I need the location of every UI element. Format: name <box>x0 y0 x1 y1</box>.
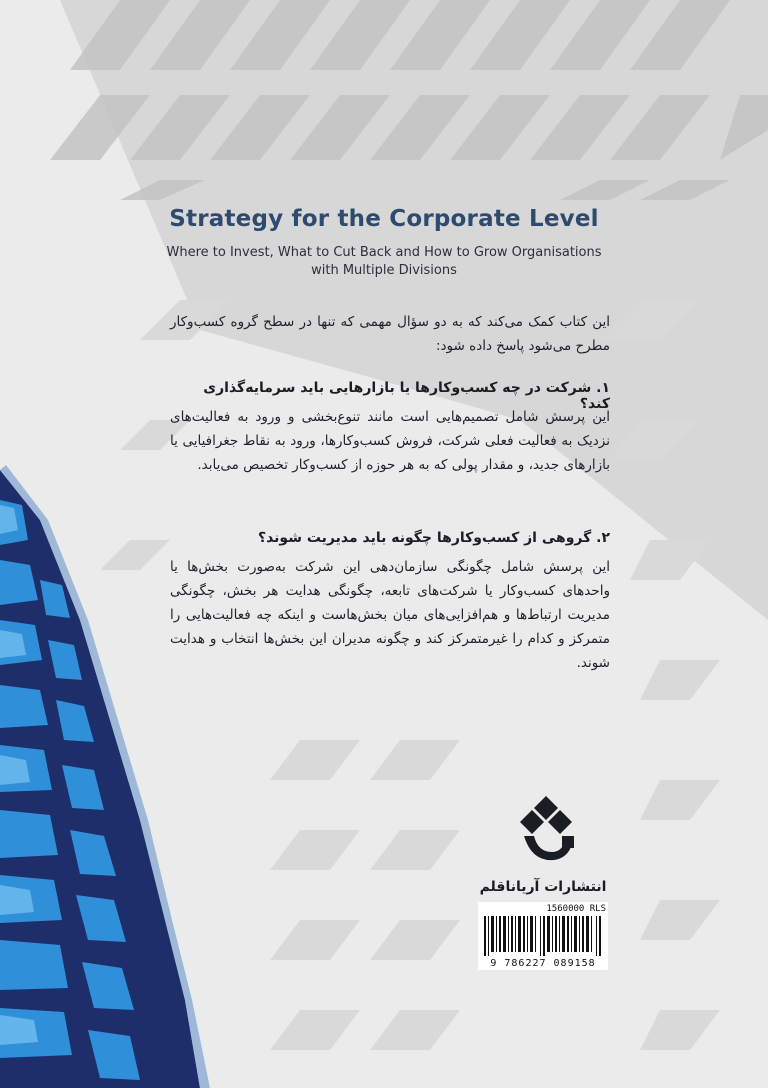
persian-intro: این کتاب کمک می‌کند که به دو سؤال مهمی که تنها در سطح گروه کسب‌وکار مطرح می‌شود پاسخ داده شود: <box>170 314 610 354</box>
isbn-number: 9 786227 089158 <box>490 958 596 969</box>
question-1-title: ۱. شرکت در چه کسب‌وکارها یا بازارهایی باید سرمایه‌گذاری کند؟ <box>203 380 610 412</box>
question-2-body: این پرسش شامل چگونگی سازمان‌دهی این شرکت به‌صورت بخش‌ها یا واحدهای کسب‌وکار یا شرکت‌های تابعه، چگونگی هدایت هر بخش، چگونگی مدیریت ارتباط‌ها و هم‌افزایی‌های میان بخش‌هاست و اینکه چه فعالیت‌هایی را متمرکز و کدام را غیرمتمرکز کند و چگونه مدیران این بخش‌ها انتخاب و هدایت شوند. <box>170 559 610 671</box>
question-2-title: ۲. گروهی از کسب‌وکارها چگونه باید مدیریت شوند؟ <box>257 530 610 546</box>
question-1-body: این پرسش شامل تصمیم‌هایی است مانند تنوع‌بخشی و ورود به فعالیت‌های نزدیک به فعالیت فعلی شرکت، فروش کسب‌وکارها، ورود به نقاط جغرافیایی یا بازارهای جدید، و مقدار پولی که به هر حوزه از کسب‌وکار تخصیص می‌یابد. <box>170 409 610 473</box>
english-subtitle-line-2: with Multiple Divisions <box>311 263 457 278</box>
publisher-logo-icon <box>506 792 586 872</box>
english-title: Strategy for the Corporate Level <box>169 206 599 232</box>
english-subtitle-line-1: Where to Invest, What to Cut Back and How to Grow Organisations <box>166 245 602 260</box>
barcode-icon <box>484 916 602 956</box>
publisher-name: انتشارات آریاناقلم <box>479 879 607 895</box>
price-label: 1560000 RLS <box>546 904 606 914</box>
